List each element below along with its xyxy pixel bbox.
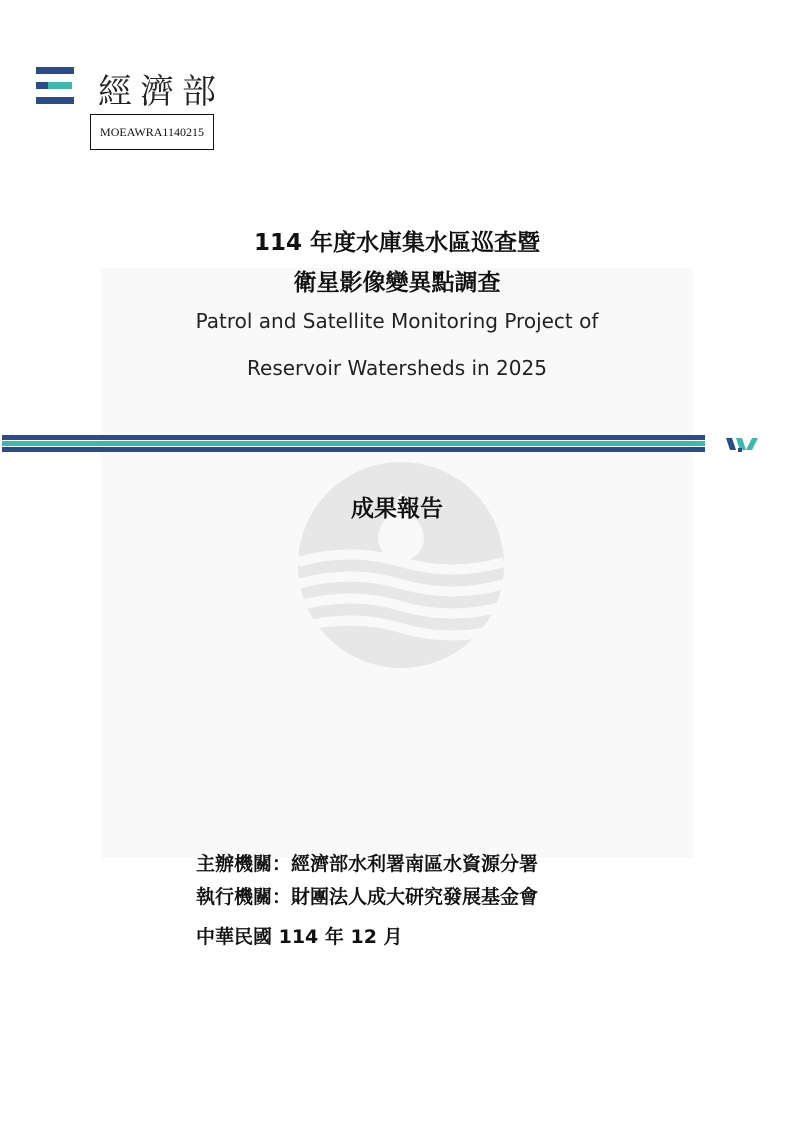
decorative-stripes [2,435,705,453]
ministry-logo-icon [36,67,76,105]
title-line-1: 114 年度水庫集水區巡查暨 [253,230,541,256]
executing-agency: 執行機關：財團法人成大研究發展基金會 [196,886,539,908]
title-line-2: 衛星影像變異點調查 [293,270,501,296]
report-type: 成果報告 [351,496,443,522]
english-title-line-1: Patrol and Satellite Monitoring Project of [195,309,599,333]
organizer-agency: 主辦機關：經濟部水利署南區水資源分署 [196,853,539,875]
wave-logo-icon [724,434,760,454]
document-code: MOEAWRA1140215 [90,114,214,150]
publication-date: 中華民國 114 年 12 月 [196,926,403,948]
english-title-line-2: Reservoir Watersheds in 2025 [247,356,547,380]
ministry-name: 經濟部 [98,72,224,112]
